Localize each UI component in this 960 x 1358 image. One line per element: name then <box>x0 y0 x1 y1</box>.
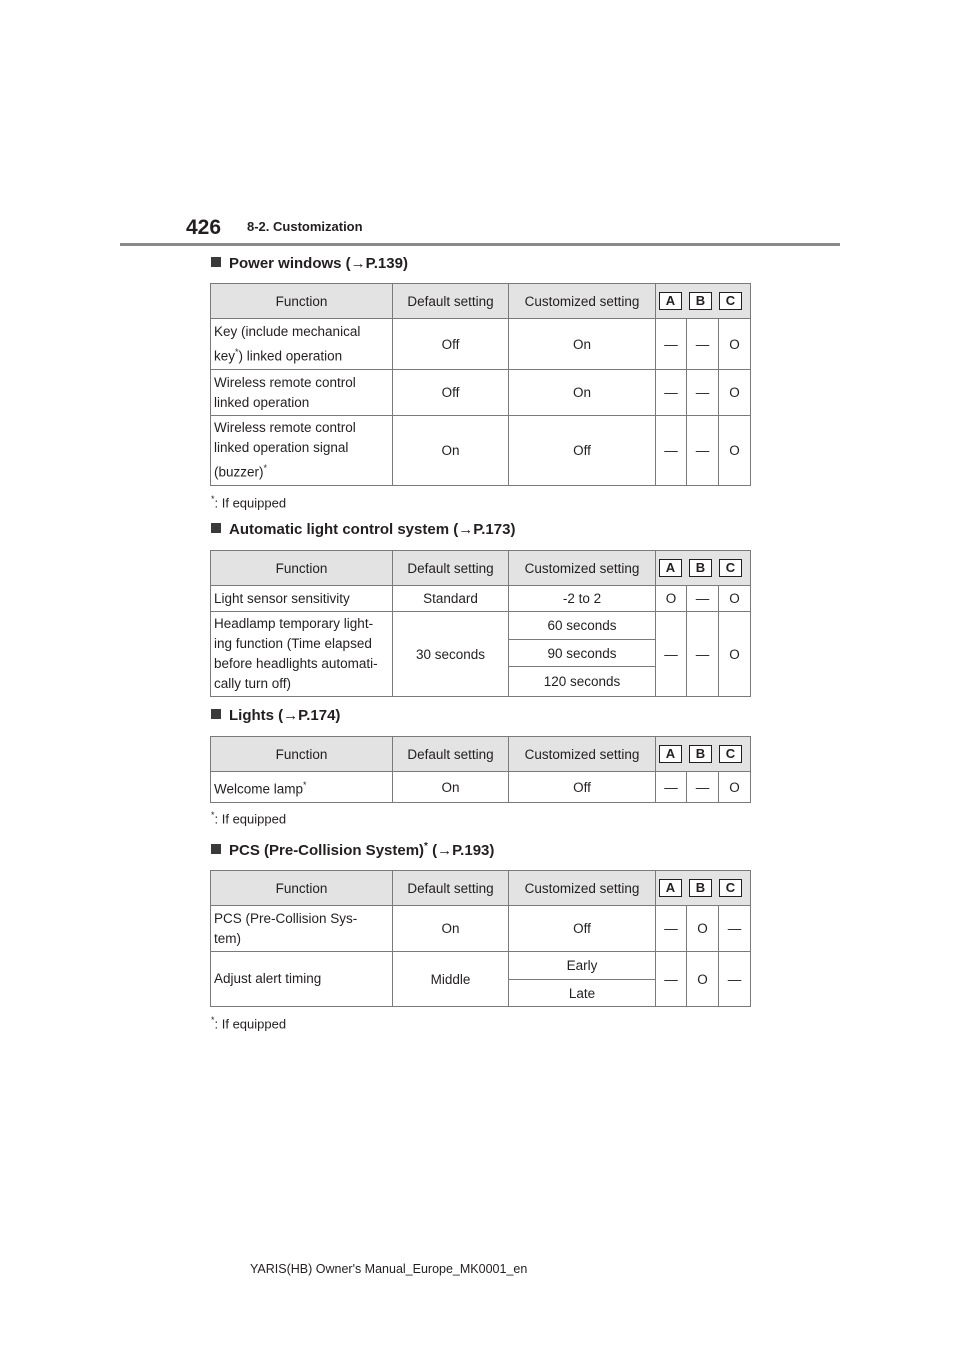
col-header-customized: Customized setting <box>509 551 656 586</box>
function-cell: PCS (Pre-Collision Sys- tem) <box>211 906 393 952</box>
table-row <box>211 370 751 416</box>
table-row <box>211 319 751 370</box>
col-header-default: Default setting <box>393 284 509 319</box>
a-cell: — <box>656 370 687 416</box>
default-cell: On <box>393 416 509 486</box>
table-row <box>211 612 751 640</box>
a-cell: — <box>656 952 687 1007</box>
a-cell: — <box>656 772 687 803</box>
c-cell: O <box>719 586 751 612</box>
b-cell: — <box>687 586 719 612</box>
page-number: 426 <box>186 216 222 239</box>
custom-cell: On <box>509 319 656 370</box>
section-title-automatic-light: Automatic light control system (→P.173) <box>211 521 515 538</box>
function-cell: Key (include mechanical key*) linked operation <box>211 319 393 370</box>
b-cell: — <box>687 416 719 486</box>
c-cell: O <box>719 772 751 803</box>
a-cell: — <box>656 906 687 952</box>
square-bullet-icon <box>211 844 221 854</box>
custom-cell: Off <box>509 772 656 803</box>
b-cell: — <box>687 319 719 370</box>
letter-c-icon: C <box>719 745 742 763</box>
custom-cell: Early <box>509 952 656 980</box>
c-cell: O <box>719 416 751 486</box>
letter-b-icon: B <box>689 745 712 763</box>
square-bullet-icon <box>211 523 221 533</box>
letter-a-icon: A <box>659 292 682 310</box>
a-cell: O <box>656 586 687 612</box>
table-row <box>211 952 751 980</box>
c-cell: — <box>719 952 751 1007</box>
chapter-title: 8-2. Customization <box>247 219 363 234</box>
col-header-default: Default setting <box>393 737 509 772</box>
square-bullet-icon <box>211 709 221 719</box>
col-header-default: Default setting <box>393 871 509 906</box>
footnote: *: If equipped <box>211 810 287 827</box>
c-cell: O <box>719 319 751 370</box>
col-header-customized: Customized setting <box>509 737 656 772</box>
letter-a-icon: A <box>659 745 682 763</box>
letter-c-icon: C <box>719 879 742 897</box>
default-cell: On <box>393 772 509 803</box>
footnote: *: If equipped <box>211 1015 287 1032</box>
section-title-lights: Lights (→P.174) <box>211 707 340 724</box>
custom-cell: On <box>509 370 656 416</box>
col-header-abc <box>656 871 751 906</box>
function-cell: Welcome lamp* <box>211 772 393 803</box>
b-cell: O <box>687 952 719 1007</box>
col-header-abc <box>656 737 751 772</box>
header-divider <box>120 243 840 246</box>
table-row <box>211 416 751 486</box>
letter-a-icon: A <box>659 879 682 897</box>
custom-cell: 120 seconds <box>509 667 656 697</box>
pcs-table <box>210 870 751 1007</box>
b-cell: — <box>687 772 719 803</box>
table-row <box>211 906 751 952</box>
col-header-abc <box>656 284 751 319</box>
default-cell: Off <box>393 319 509 370</box>
table-row <box>211 772 751 803</box>
letter-b-icon: B <box>689 292 712 310</box>
section-title-pcs: PCS (Pre-Collision System)* (→P.193) <box>211 841 494 859</box>
custom-cell: Late <box>509 980 656 1007</box>
footnote: *: If equipped <box>211 494 287 511</box>
custom-cell: 60 seconds <box>509 612 656 640</box>
function-cell: Adjust alert timing <box>211 952 393 1007</box>
custom-cell: Off <box>509 906 656 952</box>
square-bullet-icon <box>211 257 221 267</box>
default-cell: 30 seconds <box>393 612 509 697</box>
col-header-function: Function <box>211 737 393 772</box>
default-cell: On <box>393 906 509 952</box>
letter-c-icon: C <box>719 292 742 310</box>
footer-text: YARIS(HB) Owner's Manual_Europe_MK0001_en <box>250 1262 528 1276</box>
b-cell: — <box>687 370 719 416</box>
c-cell: O <box>719 612 751 697</box>
b-cell: O <box>687 906 719 952</box>
default-cell: Middle <box>393 952 509 1007</box>
function-cell: Wireless remote control linked operation <box>211 370 393 416</box>
default-cell: Off <box>393 370 509 416</box>
a-cell: — <box>656 416 687 486</box>
function-cell: Wireless remote control linked operation signal (buzzer)* <box>211 416 393 486</box>
function-cell: Headlamp temporary light- ing function (Time elapsed before headlights automati- cally turn off) <box>211 612 393 697</box>
a-cell: — <box>656 319 687 370</box>
letter-a-icon: A <box>659 559 682 577</box>
a-cell: — <box>656 612 687 697</box>
c-cell: O <box>719 370 751 416</box>
b-cell: — <box>687 612 719 697</box>
col-header-function: Function <box>211 551 393 586</box>
col-header-function: Function <box>211 871 393 906</box>
table-row <box>211 586 751 612</box>
power-windows-table <box>210 283 751 486</box>
custom-cell: 90 seconds <box>509 640 656 667</box>
lights-table <box>210 736 751 803</box>
col-header-customized: Customized setting <box>509 871 656 906</box>
col-header-default: Default setting <box>393 551 509 586</box>
col-header-function: Function <box>211 284 393 319</box>
c-cell: — <box>719 906 751 952</box>
automatic-light-table <box>210 550 751 697</box>
section-title-power-windows: Power windows (→P.139) <box>211 255 408 272</box>
function-cell: Light sensor sensitivity <box>211 586 393 612</box>
default-cell: Standard <box>393 586 509 612</box>
custom-cell: -2 to 2 <box>509 586 656 612</box>
letter-b-icon: B <box>689 879 712 897</box>
col-header-customized: Customized setting <box>509 284 656 319</box>
letter-c-icon: C <box>719 559 742 577</box>
col-header-abc <box>656 551 751 586</box>
letter-b-icon: B <box>689 559 712 577</box>
custom-cell: Off <box>509 416 656 486</box>
